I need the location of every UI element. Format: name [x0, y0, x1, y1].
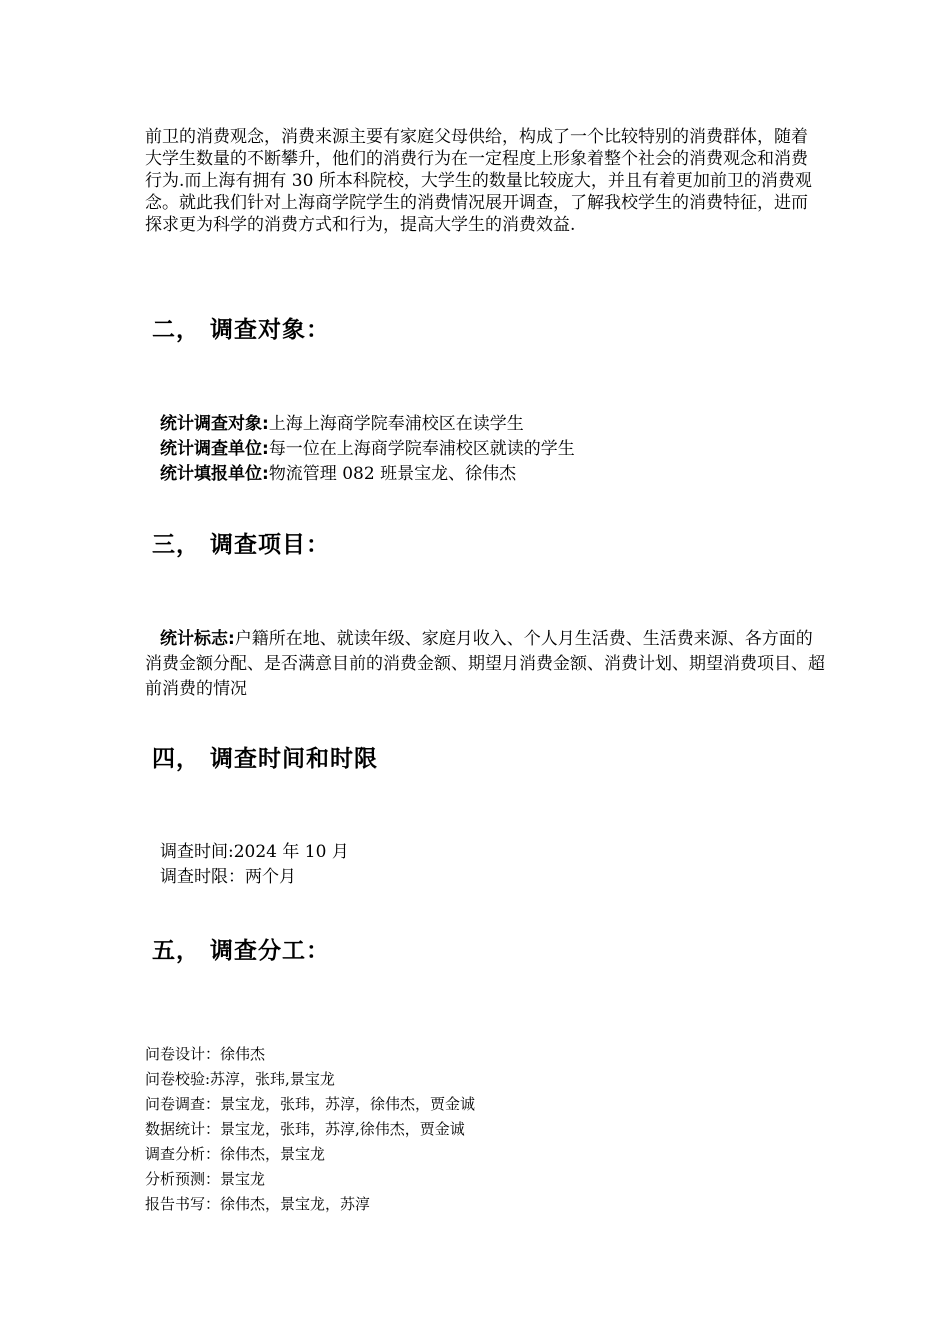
section-heading-items [152, 526, 330, 559]
survey-unit-label: 统计调查单位: [160, 439, 269, 459]
survey-time-line: 调查时间:2024 年 10 月 [160, 842, 349, 862]
division-item: 问卷调查：景宝龙，张玮，苏淳，徐伟杰，贾金诚 [145, 1095, 476, 1113]
division-item: 调查分析：徐伟杰，景宝龙 [145, 1145, 326, 1163]
section-title: 调查时间和时限 [210, 746, 378, 772]
division-item: 分析预测：景宝龙 [145, 1170, 266, 1188]
survey-target-label: 统计调查对象: [160, 414, 269, 434]
intro-paragraph: 前卫的消费观念，消费来源主要有家庭父母供给，构成了一个比较特别的消费群体，随着大学生数量的不断攀升，他们的消费行为在一定程度上形象着整个社会的消费观念和消费行为.而上海有拥有 30 所本科院校，大学生的数量比较庞大，并且有着更加前卫的消费观念。就此我们针对上海商学院学生的消费情况展开调查，了解我校学生的消费特征，进而探求更为科学的消费方式和行为，提高大学生的消费效益. [145, 127, 812, 235]
survey-unit-line [160, 437, 575, 461]
section-heading-object [152, 311, 330, 344]
report-unit-value: 物流管理 082 班景宝龙、徐伟杰 [268, 464, 517, 484]
section-heading-division [152, 932, 330, 965]
report-unit-label: 统计填报单位: [160, 464, 269, 484]
division-item: 报告书写：徐伟杰，景宝龙，苏淳 [145, 1195, 371, 1213]
division-item: 数据统计：景宝龙，张玮，苏淳,徐伟杰，贾金诚 [145, 1120, 465, 1138]
section-number: 二， [152, 317, 200, 343]
survey-unit-value: 每一位在上海商学院奉浦校区就读的学生 [268, 439, 575, 459]
survey-items-value: 户籍所在地、就读年级、家庭月收入、个人月生活费、生活费来源、各方面的消费金额分配、是否满意目前的消费金额、期望月消费金额、消费计划、期望消费项目、超前消费的情况 [145, 629, 825, 699]
section-title: 调查对象： [210, 317, 330, 343]
section-number: 五， [152, 938, 200, 964]
section-number: 三， [152, 532, 200, 558]
survey-target-value: 上海上海商学院奉浦校区在读学生 [268, 414, 524, 434]
section-title: 调查项目： [210, 532, 330, 558]
survey-target-line [160, 412, 524, 436]
survey-items-label: 统计标志: [160, 629, 235, 649]
division-item: 问卷校验:苏淳，张玮,景宝龙 [145, 1070, 335, 1088]
survey-limit-line: 调查时限：两个月 [160, 867, 296, 887]
section-title: 调查分工： [210, 938, 330, 964]
report-unit-line [160, 462, 516, 486]
section-heading-time [152, 740, 378, 773]
division-item: 问卷设计：徐伟杰 [145, 1045, 266, 1063]
section-number: 四， [152, 746, 200, 772]
survey-items-paragraph [145, 627, 825, 702]
